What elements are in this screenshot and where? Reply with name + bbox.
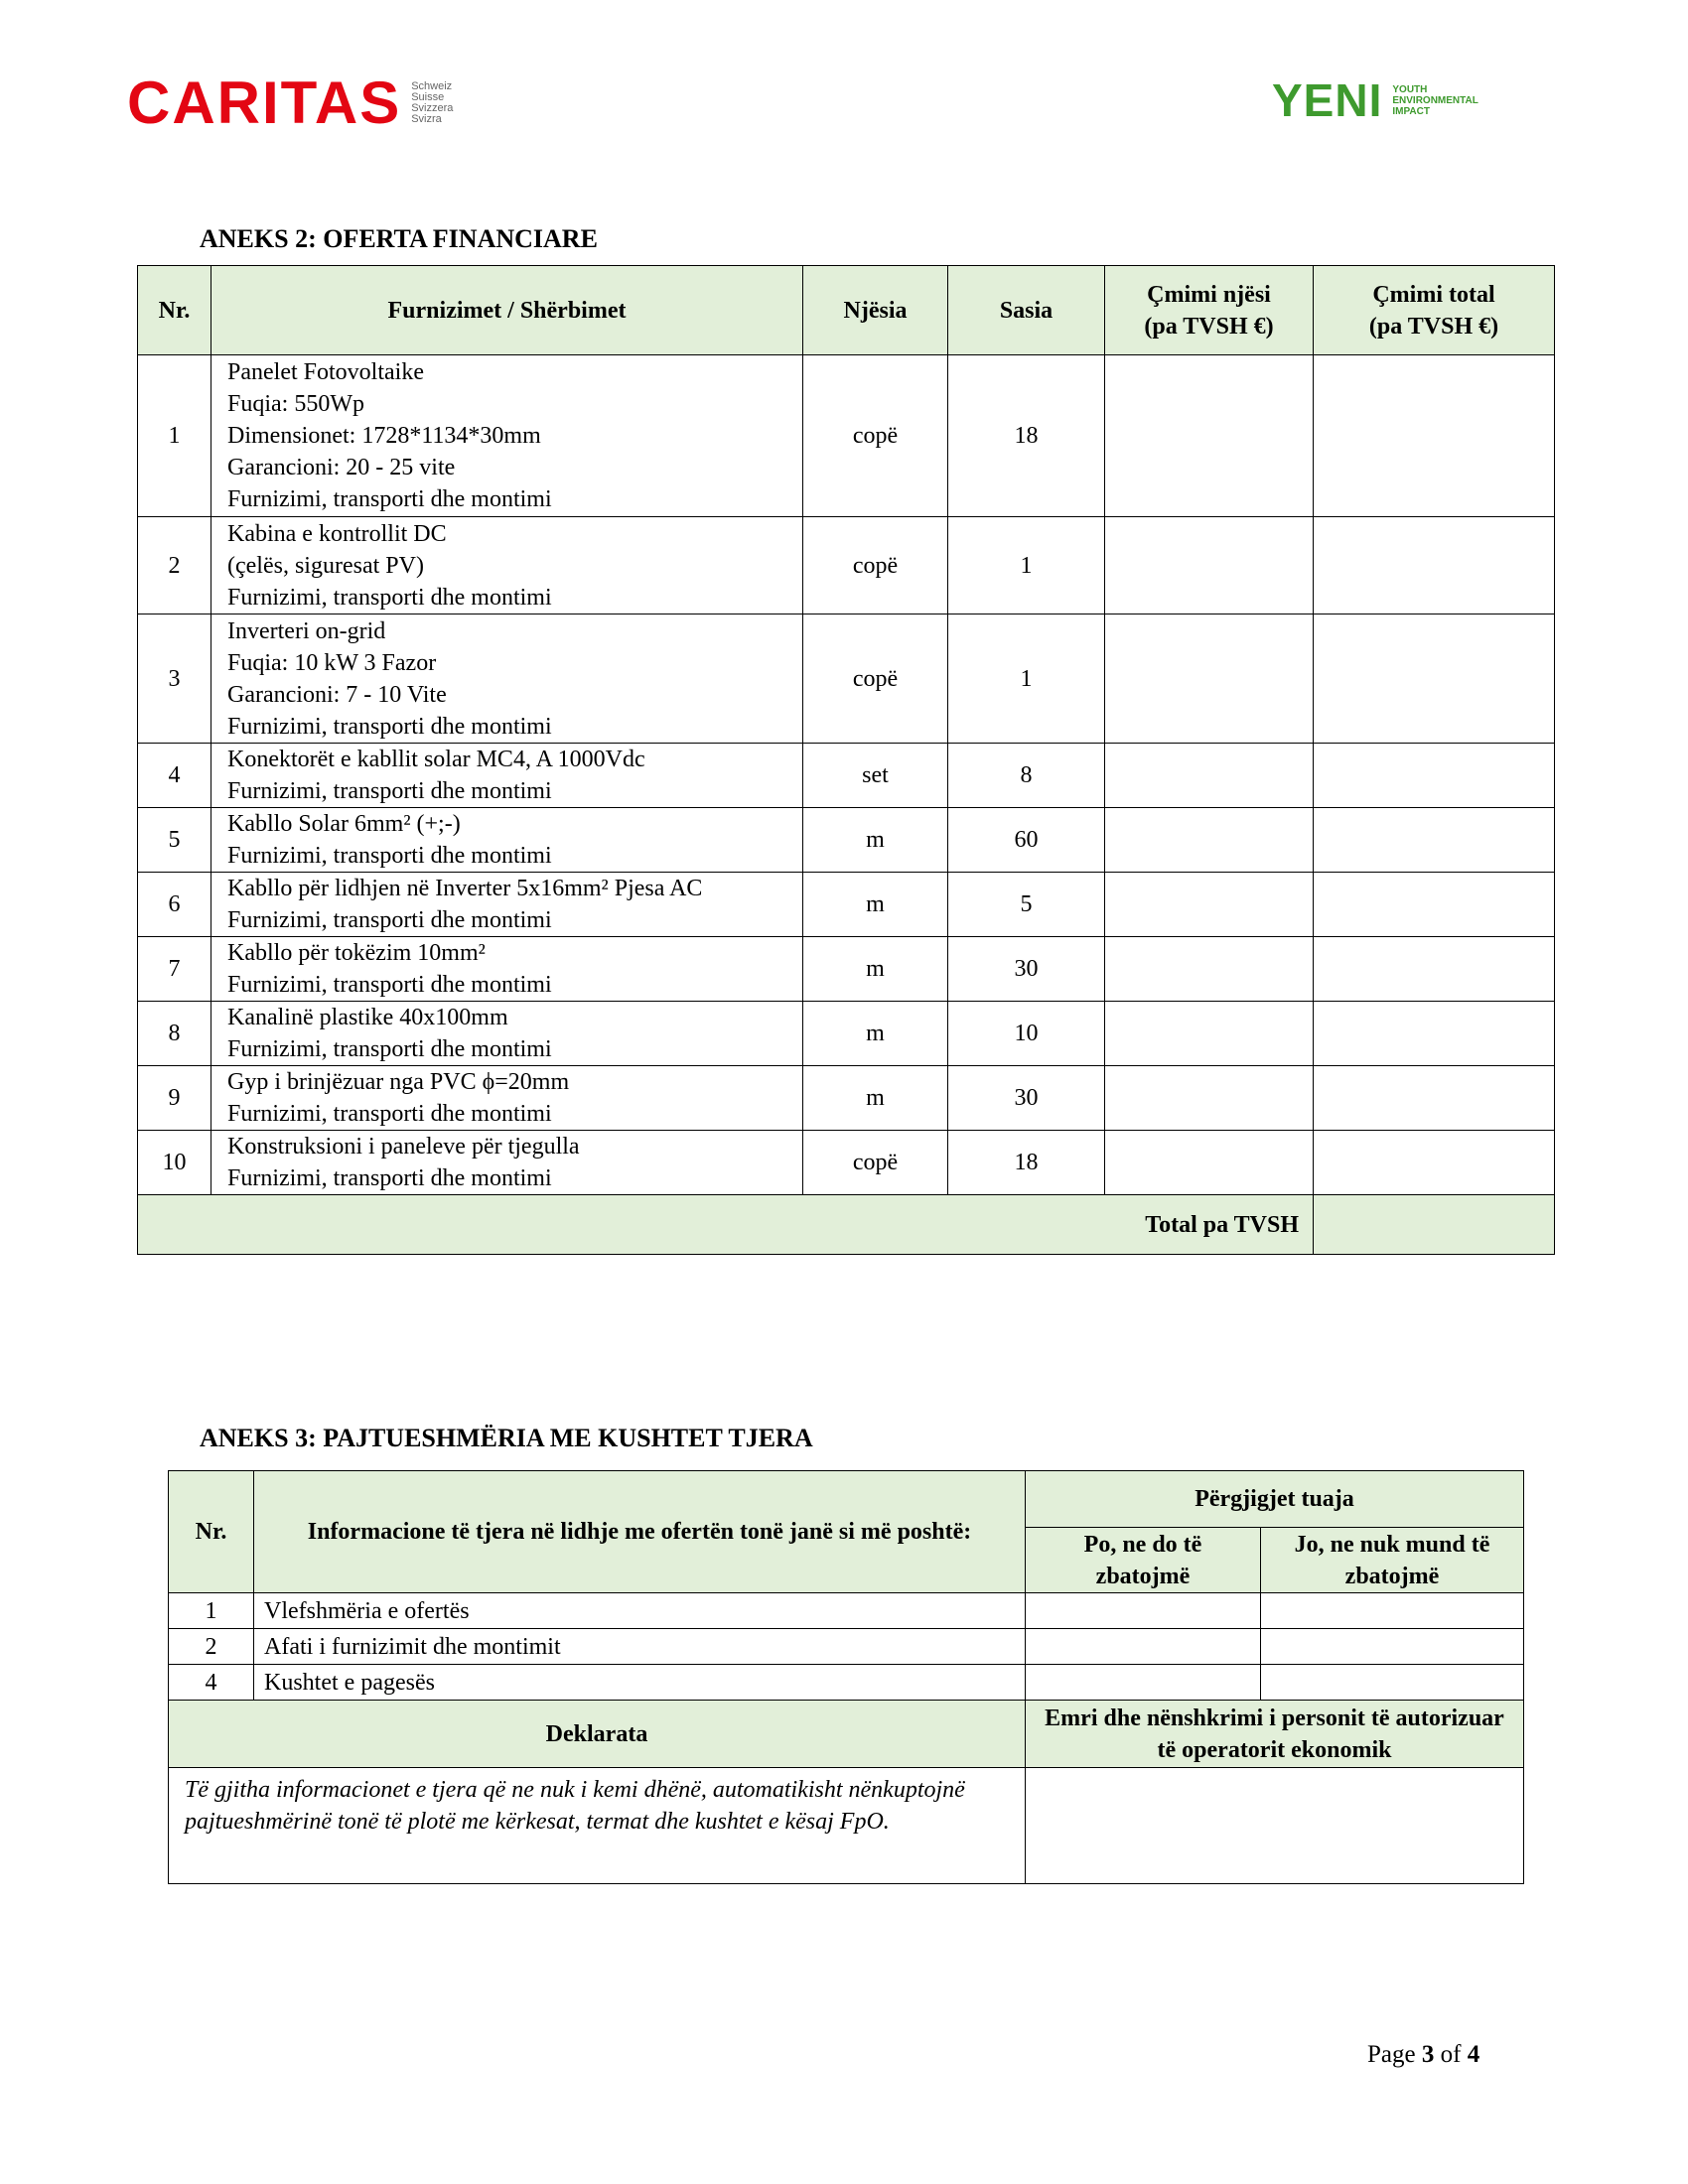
description-line: Gyp i brinjëzuar nga PVC ϕ=20mm: [227, 1069, 570, 1095]
row-description: [211, 744, 803, 808]
table-row: [138, 744, 1555, 808]
row-quantity: 60: [948, 808, 1105, 873]
description-line: Furnizimi, transporti dhe montimi: [227, 486, 552, 512]
total-price-cell[interactable]: [1314, 614, 1555, 744]
total-price-cell[interactable]: [1314, 1131, 1555, 1195]
row-quantity: 10: [948, 1002, 1105, 1066]
total-label: Total pa TVSH: [138, 1195, 1314, 1255]
compliance-header-nr: Nr.: [169, 1471, 254, 1593]
description-line: Dimensionet: 1728*1134*30mm: [227, 423, 541, 449]
total-price-cell[interactable]: [1314, 808, 1555, 873]
annex3-title: ANEKS 3: PAJTUESHMËRIA ME KUSHTET TJERA: [200, 1424, 813, 1452]
row-quantity: 5: [948, 873, 1105, 937]
table-row: [138, 1002, 1555, 1066]
compliance-header-info: Informacione të tjera në lidhje me ofertën tonë janë si më poshtë:: [254, 1471, 1026, 1593]
declaration-label: Deklarata: [169, 1701, 1026, 1768]
unit-price-cell[interactable]: [1105, 614, 1314, 744]
row-number: 3: [138, 614, 211, 744]
description-line: Kabllo Solar 6mm² (+;-): [227, 811, 461, 837]
row-unit: copë: [803, 614, 948, 744]
row-description: [211, 1002, 803, 1066]
description-line: Fuqia: 550Wp: [227, 391, 364, 417]
declaration-header-row: [169, 1701, 1524, 1768]
table-row: [138, 873, 1555, 937]
unit-price-cell[interactable]: [1105, 744, 1314, 808]
row-quantity: 8: [948, 744, 1105, 808]
row-number: 8: [138, 1002, 211, 1066]
total-value-cell[interactable]: [1314, 1195, 1555, 1255]
annex2-title: ANEKS 2: OFERTA FINANCIARE: [200, 224, 598, 253]
compliance-yes-cell[interactable]: [1026, 1665, 1261, 1701]
row-unit: copë: [803, 355, 948, 517]
table-header-row: [138, 266, 1555, 355]
table-row: [138, 517, 1555, 614]
row-unit: set: [803, 744, 948, 808]
row-quantity: 30: [948, 937, 1105, 1002]
description-line: Inverteri on-grid: [227, 617, 386, 644]
unit-price-cell[interactable]: [1105, 517, 1314, 614]
description-line: Furnizimi, transporti dhe montimi: [227, 843, 552, 869]
description-line: Furnizimi, transporti dhe montimi: [227, 1165, 552, 1191]
row-description: [211, 1131, 803, 1195]
unit-price-cell[interactable]: [1105, 1131, 1314, 1195]
total-price-cell[interactable]: [1314, 1066, 1555, 1131]
unit-price-cell[interactable]: [1105, 1066, 1314, 1131]
row-unit: m: [803, 873, 948, 937]
description-line: Konstruksioni i paneleve për tjegulla: [227, 1134, 580, 1160]
row-description: [211, 873, 803, 937]
total-row: [138, 1195, 1555, 1255]
header-unit: Njësia: [803, 266, 948, 355]
compliance-yes-cell[interactable]: [1026, 1629, 1261, 1665]
description-line: Furnizimi, transporti dhe montimi: [227, 778, 552, 804]
description-line: Furnizimi, transporti dhe montimi: [227, 584, 552, 611]
page-number: Page 3 of 4: [1367, 2041, 1480, 2068]
compliance-row: 1 Vlefshmëria e ofertës: [169, 1593, 1524, 1629]
row-quantity: 18: [948, 355, 1105, 517]
description-line: Garancioni: 20 - 25 vite: [227, 455, 456, 480]
table-row: [138, 614, 1555, 744]
compliance-yes-cell[interactable]: [1026, 1593, 1261, 1629]
row-description: [211, 517, 803, 614]
row-quantity: 1: [948, 614, 1105, 744]
description-line: Fuqia: 10 kW 3 Fazor: [227, 649, 437, 676]
compliance-header-yes: Po, ne do të zbatojmë: [1026, 1528, 1261, 1593]
row-number: 1: [138, 355, 211, 517]
header-total-price: Çmimi total (pa TVSH €): [1314, 266, 1555, 355]
compliance-row: 2 Afati i furnizimit dhe montimit: [169, 1629, 1524, 1665]
description-line: Kabllo për lidhjen në Inverter 5x16mm² Pjesa AC: [227, 876, 703, 901]
unit-price-cell[interactable]: [1105, 937, 1314, 1002]
description-line: Kabina e kontrollit DC: [227, 520, 447, 547]
table-row: [138, 1131, 1555, 1195]
compliance-no-cell[interactable]: [1261, 1629, 1524, 1665]
row-description: [211, 1066, 803, 1131]
row-unit: m: [803, 1002, 948, 1066]
yeni-logo: [1272, 74, 1478, 126]
compliance-no-cell[interactable]: [1261, 1665, 1524, 1701]
row-description: [211, 937, 803, 1002]
total-price-cell[interactable]: [1314, 937, 1555, 1002]
yeni-tagline: YOUTH ENVIRONMENTAL IMPACT: [1392, 83, 1478, 117]
total-price-cell[interactable]: [1314, 873, 1555, 937]
description-line: Furnizimi, transporti dhe montimi: [227, 1036, 552, 1062]
row-description: [211, 355, 803, 517]
compliance-header-no: Jo, ne nuk mund të zbatojmë: [1261, 1528, 1524, 1593]
table-row: [138, 808, 1555, 873]
row-quantity: 1: [948, 517, 1105, 614]
header-items: Furnizimet / Shërbimet: [211, 266, 803, 355]
description-line: (çelës, siguresat PV): [227, 552, 424, 579]
compliance-row: 4 Kushtet e pagesës: [169, 1665, 1524, 1701]
table-row: [138, 937, 1555, 1002]
table-row: [138, 1066, 1555, 1131]
row-unit: m: [803, 937, 948, 1002]
caritas-languages: Schweiz Suisse Svizzera Svizra: [411, 80, 454, 125]
row-number: 2: [138, 517, 211, 614]
unit-price-cell[interactable]: [1105, 873, 1314, 937]
row-number: 6: [138, 873, 211, 937]
total-price-cell[interactable]: [1314, 355, 1555, 517]
row-number: 7: [138, 937, 211, 1002]
compliance-table: [168, 1470, 1524, 1884]
row-unit: copë: [803, 1131, 948, 1195]
unit-price-cell[interactable]: [1105, 1002, 1314, 1066]
signature-cell[interactable]: [1026, 1768, 1524, 1884]
signature-label: Emri dhe nënshkrimi i personit të autorizuar të operatorit ekonomik: [1026, 1701, 1524, 1768]
financial-offer-table: [137, 265, 1555, 1255]
row-quantity: 30: [948, 1066, 1105, 1131]
unit-price-cell[interactable]: [1105, 355, 1314, 517]
description-line: Furnizimi, transporti dhe montimi: [227, 713, 552, 740]
description-line: Kanalinë plastike 40x100mm: [227, 1005, 508, 1030]
compliance-header-answers: Përgjigjet tuaja: [1026, 1471, 1524, 1528]
description-line: Konektorët e kabllit solar MC4, A 1000Vdc: [227, 747, 645, 772]
row-description: [211, 614, 803, 744]
declaration-row: [169, 1768, 1524, 1884]
description-line: Furnizimi, transporti dhe montimi: [227, 972, 552, 998]
total-price-cell[interactable]: [1314, 744, 1555, 808]
declaration-text: Të gjitha informacionet e tjera që ne nuk i kemi dhënë, automatikisht nënkuptojnë pajtueshmërinë tonë të plotë me kërkesat, termat dhe kushtet e kësaj FpO.: [169, 1768, 1026, 1884]
header-unit-price: Çmimi njësi (pa TVSH €): [1105, 266, 1314, 355]
description-line: Panelet Fotovoltaike: [227, 359, 424, 385]
row-unit: copë: [803, 517, 948, 614]
caritas-logo-text: CARITAS: [127, 69, 402, 136]
row-quantity: 18: [948, 1131, 1105, 1195]
total-price-cell[interactable]: [1314, 517, 1555, 614]
row-description: [211, 808, 803, 873]
description-line: Kabllo për tokëzim 10mm²: [227, 940, 486, 966]
total-price-cell[interactable]: [1314, 1002, 1555, 1066]
row-number: 4: [138, 744, 211, 808]
description-line: Furnizimi, transporti dhe montimi: [227, 907, 552, 933]
description-line: Garancioni: 7 - 10 Vite: [227, 681, 447, 708]
caritas-logo: [127, 69, 454, 136]
unit-price-cell[interactable]: [1105, 808, 1314, 873]
row-unit: m: [803, 1066, 948, 1131]
compliance-header-row: [169, 1471, 1524, 1528]
row-number: 5: [138, 808, 211, 873]
header-nr: Nr.: [138, 266, 211, 355]
description-line: Furnizimi, transporti dhe montimi: [227, 1101, 552, 1127]
header-qty: Sasia: [948, 266, 1105, 355]
compliance-no-cell[interactable]: [1261, 1593, 1524, 1629]
row-number: 10: [138, 1131, 211, 1195]
table-row: [138, 355, 1555, 517]
row-number: 9: [138, 1066, 211, 1131]
row-unit: m: [803, 808, 948, 873]
yeni-logo-text: YENI: [1272, 74, 1383, 126]
